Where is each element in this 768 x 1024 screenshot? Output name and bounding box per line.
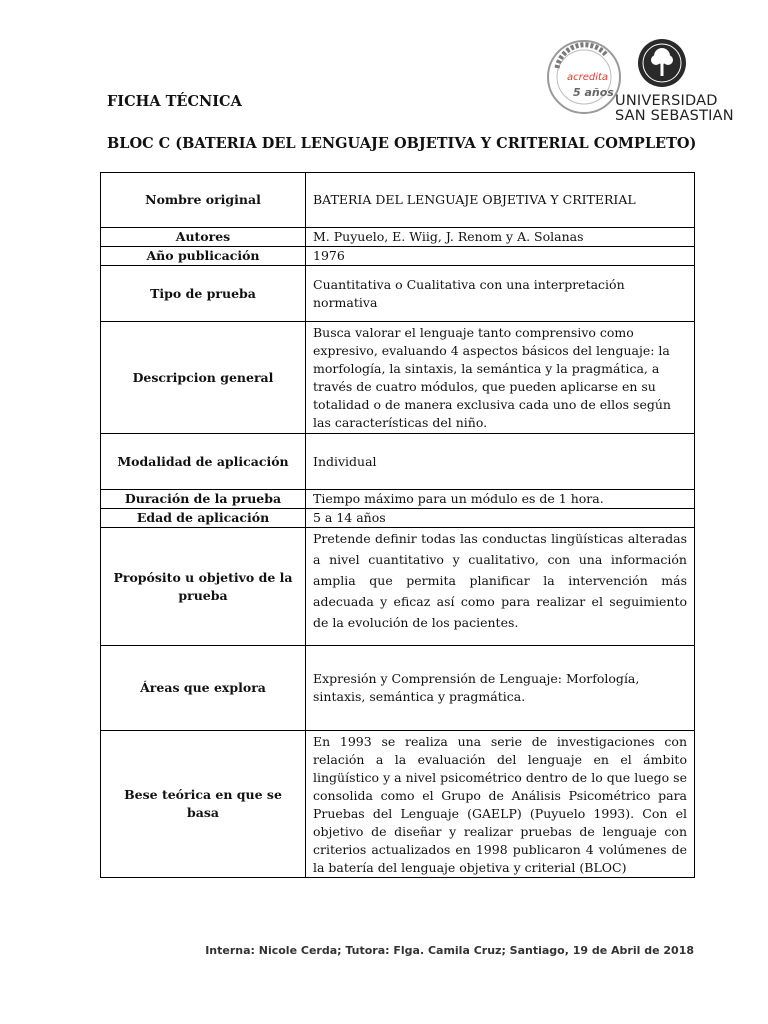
logo-area [545, 38, 734, 133]
accreditation-seal-icon [545, 38, 623, 116]
table-row [101, 731, 695, 878]
table-row [101, 322, 695, 434]
row-label: Tipo de prueba [101, 266, 306, 322]
row-label: Descripcion general [101, 322, 306, 434]
footer-credits: Interna: Nicole Cerda; Tutora: Flga. Camila Cruz; Santiago, 19 de Abril de 2018 [205, 944, 694, 957]
table-row [101, 266, 695, 322]
row-label: Áreas que explora [101, 646, 306, 731]
row-label: Autores [101, 228, 306, 247]
row-value: 5 a 14 años [306, 509, 695, 528]
table-row [101, 247, 695, 266]
row-value: Tiempo máximo para un módulo es de 1 hora. [306, 490, 695, 509]
table-row [101, 528, 695, 646]
svg-text:acredita: acredita [567, 72, 609, 83]
svg-text:5 años: 5 años [573, 86, 614, 99]
row-label: Duración de la prueba [101, 490, 306, 509]
row-label: Año publicación [101, 247, 306, 266]
table-row [101, 490, 695, 509]
table-row [101, 509, 695, 528]
document-title: FICHA TÉCNICA [107, 93, 242, 110]
university-emblem-icon [637, 38, 687, 88]
row-label: Modalidad de aplicación [101, 434, 306, 490]
university-name-line1: UNIVERSIDAD [615, 93, 718, 109]
university-name-line2: SAN SEBASTIAN [615, 108, 734, 124]
table-row [101, 434, 695, 490]
row-value: Cuantitativa o Cualitativa con una interpretación normativa [306, 266, 695, 322]
technical-sheet-table [100, 172, 695, 878]
table-row [101, 173, 695, 228]
table-row [101, 646, 695, 731]
row-value: BATERIA DEL LENGUAJE OBJETIVA Y CRITERIAL [306, 173, 695, 228]
row-value: Pretende definir todas las conductas lingüísticas alteradas a nivel cuantitativo y cualitativo, con una información amplia que permita planificar la intervención más adecuada y eficaz así como para realizar el seguimiento de la evolución de los pacientes. [306, 528, 695, 646]
university-name [615, 93, 734, 124]
row-value: Busca valorar el lenguaje tanto comprensivo como expresivo, evaluando 4 aspectos básicos del lenguaje: la morfología, la sintaxis, la semántica y la pragmática, a través de cuatro módulos, que pueden aplicarse en su totalidad o de manera exclusiva cada uno de ellos según las características del niño. [306, 322, 695, 434]
row-value: 1976 [306, 247, 695, 266]
row-value: En 1993 se realiza una serie de investigaciones con relación a la evaluación del lenguaje en el ámbito lingüístico y a nivel psicométrico dentro de lo que luego se consolida como el Grupo de Análisis Psicométrico para Pruebas del Lenguaje (GAELP) (Puyuelo 1993). Con el objetivo de diseñar y realizar pruebas de lenguaje con criterios actualizados en 1998 publicaron 4 volúmenes de la batería del lenguaje objetiva y criterial (BLOC) [306, 731, 695, 878]
table-row [101, 228, 695, 247]
row-label: Bese teórica en que se basa [101, 731, 306, 878]
row-label: Edad de aplicación [101, 509, 306, 528]
row-value: M. Puyuelo, E. Wiig, J. Renom y A. Solanas [306, 228, 695, 247]
row-value: Individual [306, 434, 695, 490]
document-subtitle: BLOC C (BATERIA DEL LENGUAJE OBJETIVA Y CRITERIAL COMPLETO) [107, 135, 697, 152]
row-label: Nombre original [101, 173, 306, 228]
row-label: Propósito u objetivo de la prueba [101, 528, 306, 646]
row-value: Expresión y Comprensión de Lenguaje: Morfología, sintaxis, semántica y pragmática. [306, 646, 695, 731]
